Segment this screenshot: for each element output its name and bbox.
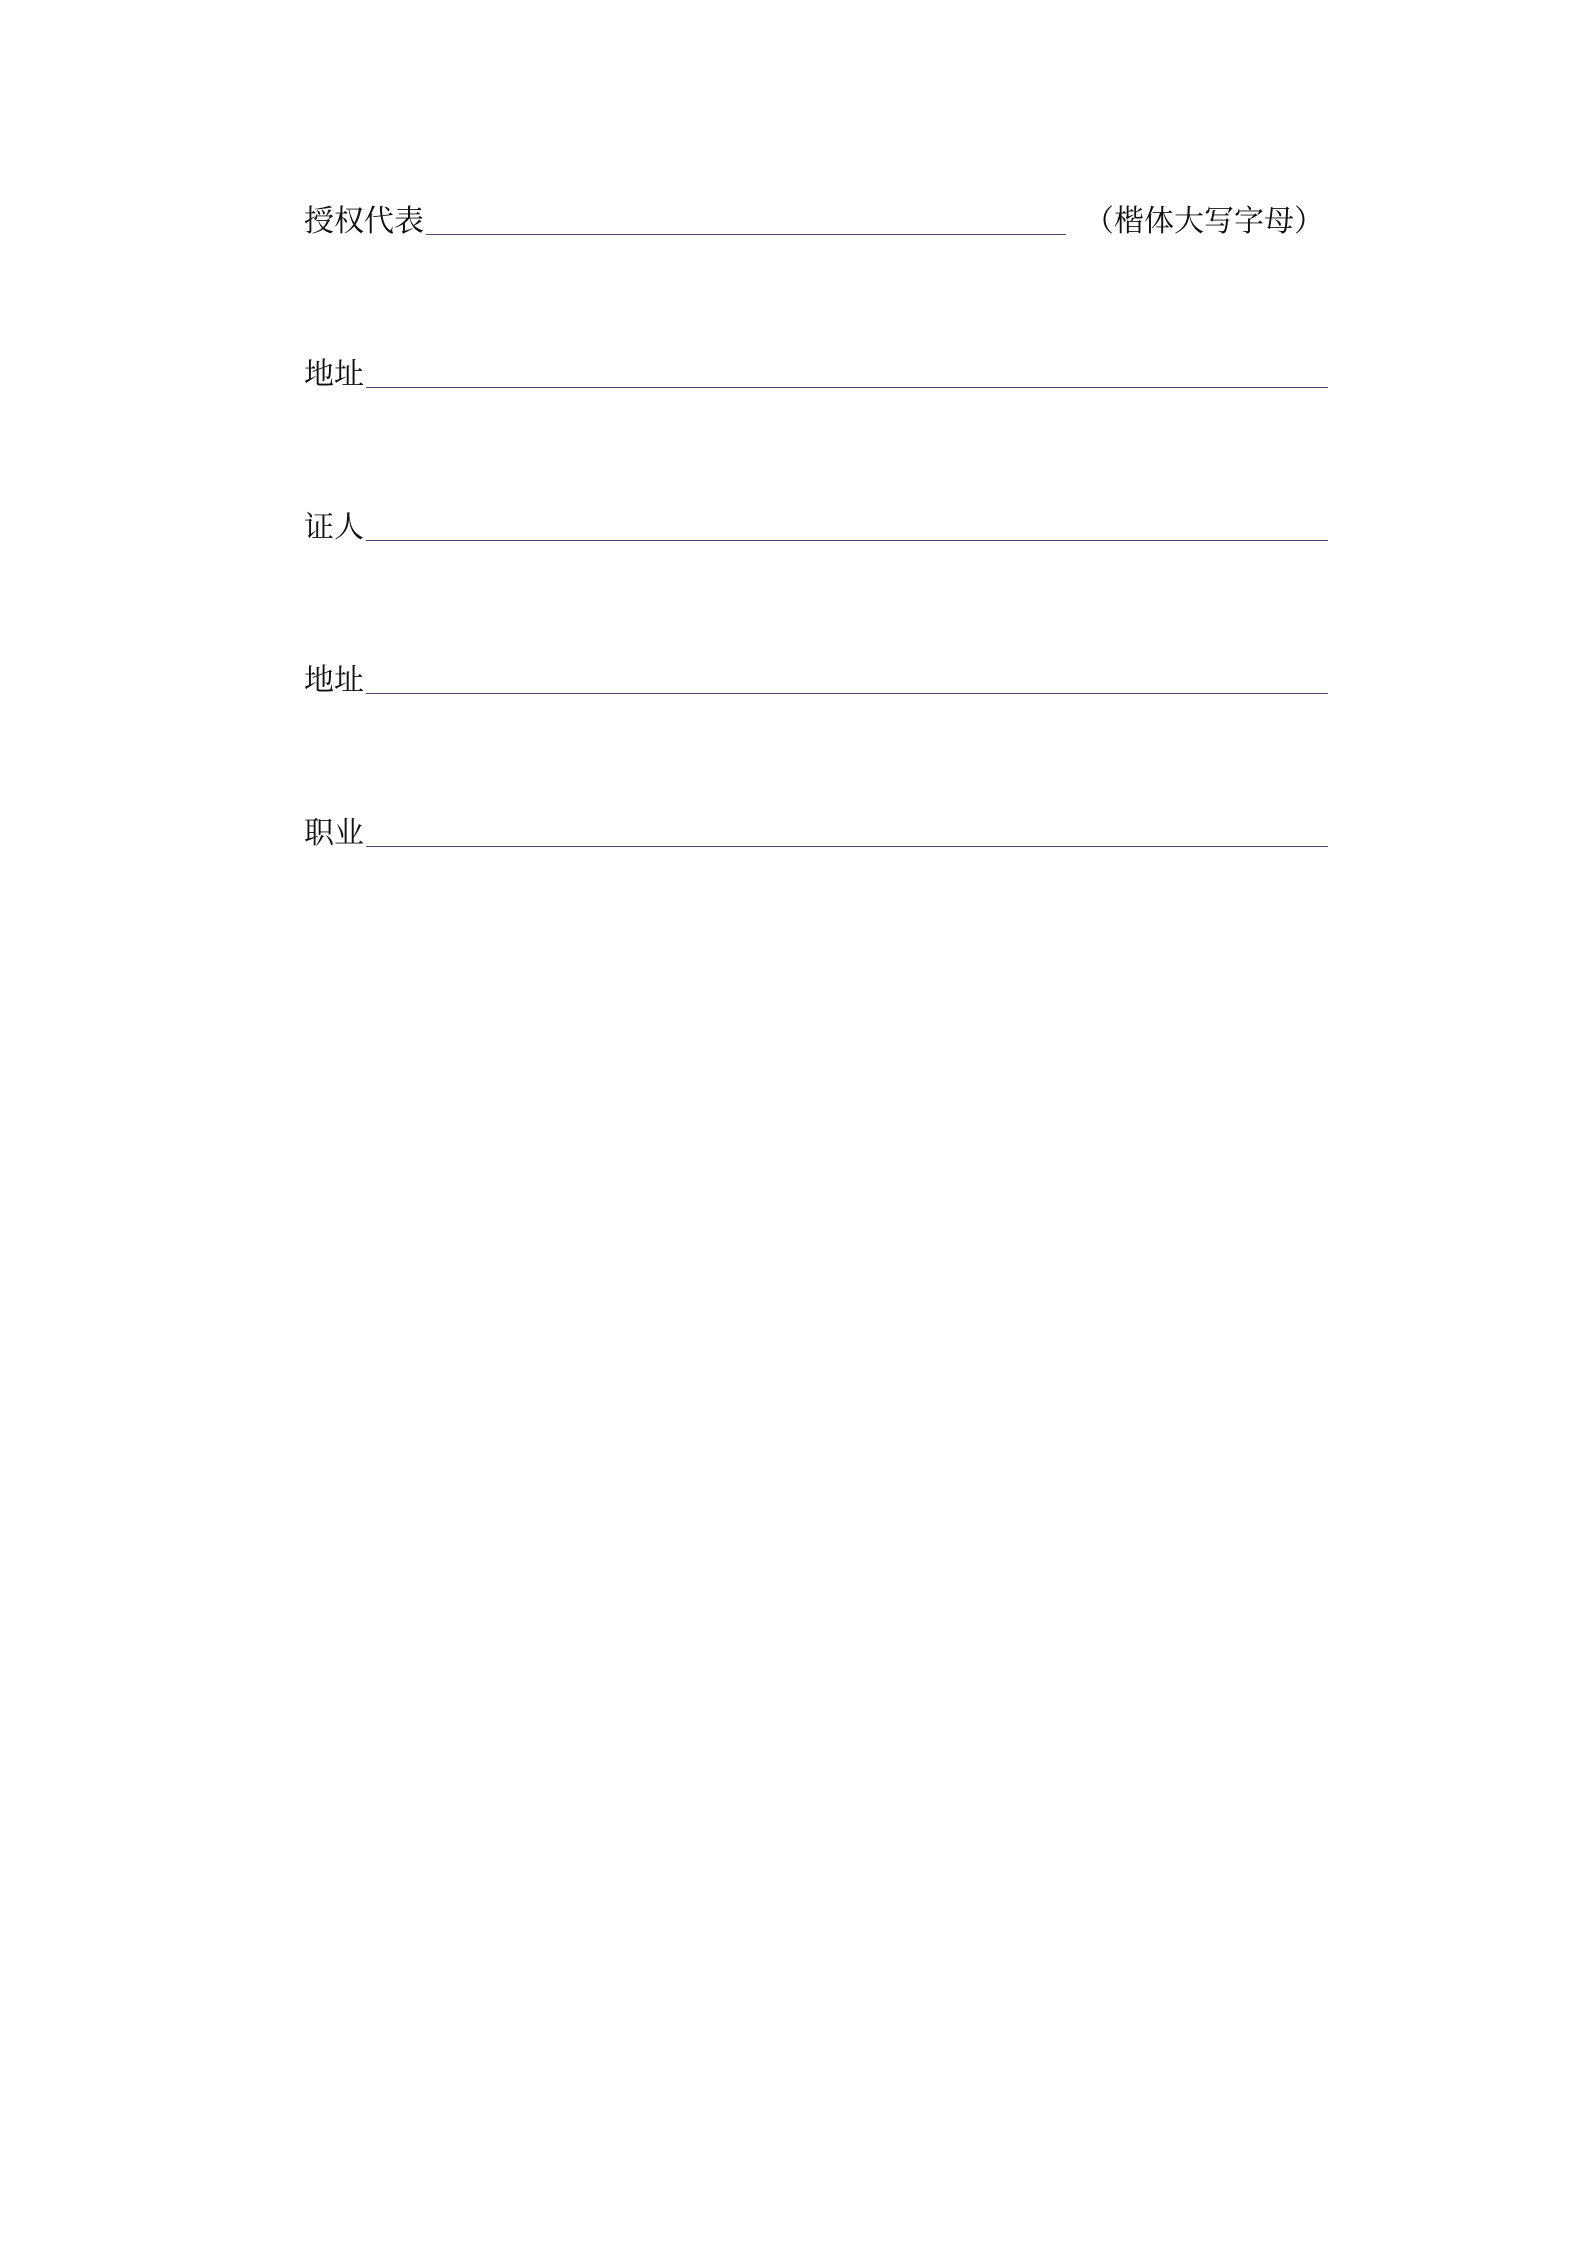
block-capitals-hint: （楷体大写字母） [1084, 204, 1324, 239]
authorized-representative-row [304, 180, 1328, 240]
witness-address-row [304, 639, 1328, 699]
witness-address-line[interactable] [366, 693, 1328, 694]
address-label: 地址 [304, 357, 364, 392]
witness-row [304, 486, 1328, 546]
authorized-representative-label: 授权代表 [304, 204, 424, 239]
address-row [304, 333, 1328, 393]
authorized-representative-line[interactable] [426, 234, 1066, 235]
address-line[interactable] [366, 387, 1328, 388]
occupation-line[interactable] [366, 846, 1328, 847]
witness-line[interactable] [366, 540, 1328, 541]
occupation-row [304, 792, 1328, 852]
occupation-label: 职业 [304, 816, 364, 851]
witness-address-label: 地址 [304, 663, 364, 698]
witness-label: 证人 [304, 510, 364, 545]
